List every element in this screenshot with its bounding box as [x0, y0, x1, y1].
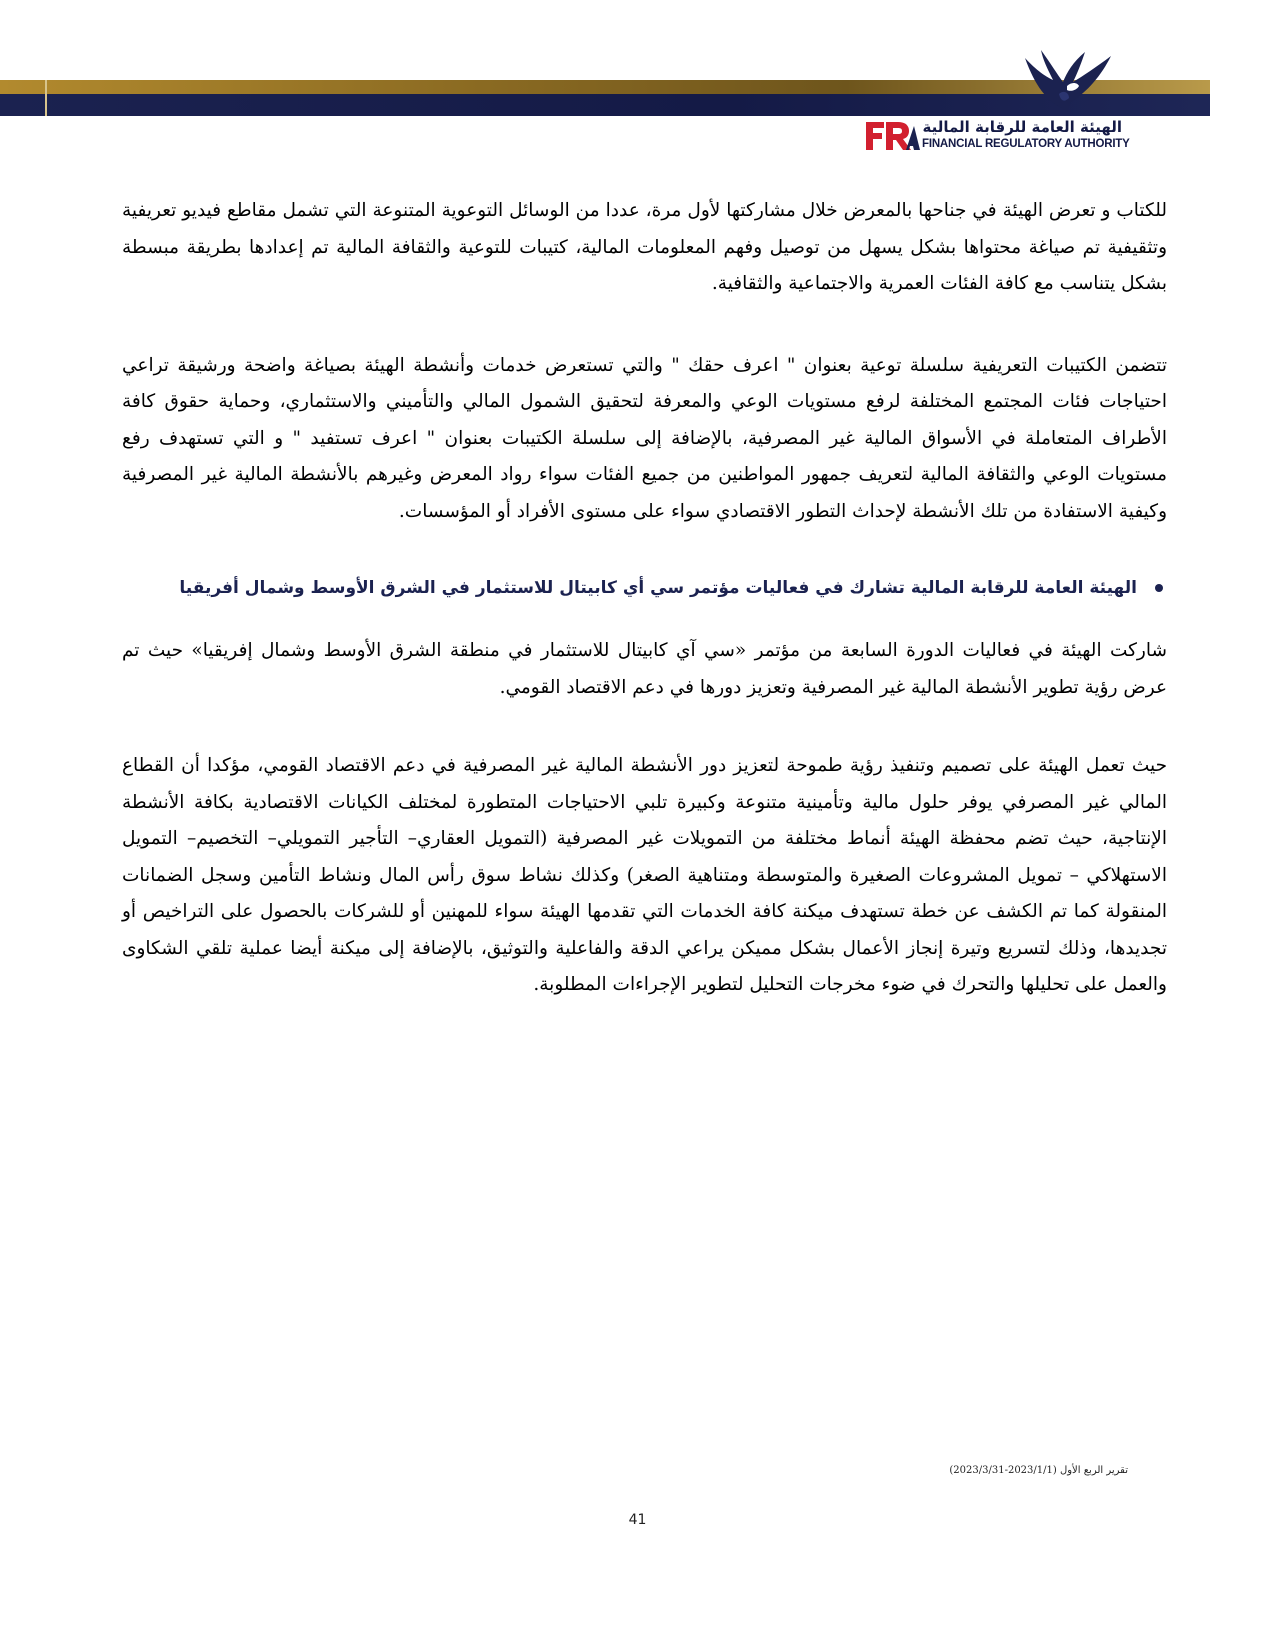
org-name-english: FINANCIAL REGULATORY AUTHORITY: [922, 138, 1130, 150]
section-heading: الهيئة العامة للرقابة المالية تشارك في فعاليات مؤتمر سي أي كابيتال للاستثمار في الشرق الأوسط وشمال أفريقيا: [179, 578, 1137, 598]
section-heading-row: [122, 573, 1167, 603]
paragraph-conference: شاركت الهيئة في فعاليات الدورة السابعة من مؤتمر «سي آي كابيتال للاستثمار في منطقة الشرق الأوسط وشمال إفريقيا» حيث تم عرض رؤية تطوير الأنشطة المالية غير المصرفية وتعزيز دورها في دعم الاقتصاد القومي.: [122, 640, 1167, 698]
header-divider: [45, 80, 47, 116]
bullet-icon: [1155, 584, 1163, 592]
org-name-arabic: الهيئة العامة للرقابة المالية: [922, 118, 1122, 136]
paragraph-vision: حيث تعمل الهيئة على تصميم وتنفيذ رؤية طموحة لتعزيز دور الأنشطة المالية غير المصرفية في دعم الاقتصاد القومي، مؤكدا أن القطاع المالي غير المصرفي يوفر حلول مالية وتأمينية متنوعة وكبيرة تلبي الاحتياجات المتطورة لمختلف الكيانات الاقتصادية بكافة الأنشطة الإنتاجية، حيث تضم محفظة الهيئة أنماط مختلفة من التمويلات غير المصرفية (التمويل العقاري– التأجير التمويلي– التخصيم– التمويل الاستهلاكي – تمويل المشروعات الصغيرة والمتوسطة ومتناهية الصغر) وكذلك نشاط سوق رأس المال ونشاط التأمين وسجل الضمانات المنقولة كما تم الكشف عن خطة تستهدف ميكنة كافة الخدمات التي تقدمها الهيئة سواء للمهنين أو للشركات بالحصول على التراخيص أو تجديدها، وذلك لتسريع وتيرة إنجاز الأعمال بشكل مميكن يراعي الدقة والفاعلية والتوثيق، بالإضافة إلى ميكنة أيضا عملية تلقي الشكاوى والعمل على تحليلها والتحرك في ضوء مخرجات التحليل لتطوير الإجراءات المطلوبة.: [122, 755, 1168, 995]
paragraph-exhibition: للكتاب و تعرض الهيئة في جناحها بالمعرض خلال مشاركتها لأول مرة، عددا من الوسائل التوعوية المتنوعة التي تشمل مقاطع فيديو تعريفية وتثقيفية تم صياغة محتواها بشكل يسهل من توصيل وفهم المعلومات المالية، كتيبات للتوعية والثقافة المالية تم إعدادها بطريقة مبسطة بشكل يتناسب مع كافة الفئات العمرية والاجتماعية والثقافية.: [122, 200, 1167, 294]
fra-logo: [862, 46, 1130, 161]
report-period-note: تقرير الربع الأول (2023/1/1-2023/3/31): [949, 1465, 1128, 1476]
fra-monogram-icon: [862, 118, 922, 152]
eagle-icon: [1007, 46, 1117, 116]
paragraph-booklets: تتضمن الكتيبات التعريفية سلسلة توعية بعنوان " اعرف حقك " والتي تستعرض خدمات وأنشطة الهيئة بصياغة واضحة ورشيقة تراعي احتياجات فئات المجتمع المختلفة لرفع مستويات الوعي والمعرفة لتحقيق الشمول المالي والتأميني والاستثماري، وحماية حقوق كافة الأطراف المتعاملة في الأسواق المالية غير المصرفية، بالإضافة إلى سلسلة الكتيبات بعنوان " اعرف تستفيد " و التي تستهدف رفع مستويات الوعي والثقافة المالية لتعريف جمهور المواطنين من جميع الفئات سواء رواد المعرض وغيرهم بالأنشطة المالية غير المصرفية وكيفية الاستفادة من تلك الأنشطة لإحداث التطور الاقتصادي سواء على مستوى الأفراد أو المؤسسات.: [122, 354, 1167, 522]
page-number: 41: [628, 1512, 647, 1528]
page-content: [122, 193, 1167, 1004]
